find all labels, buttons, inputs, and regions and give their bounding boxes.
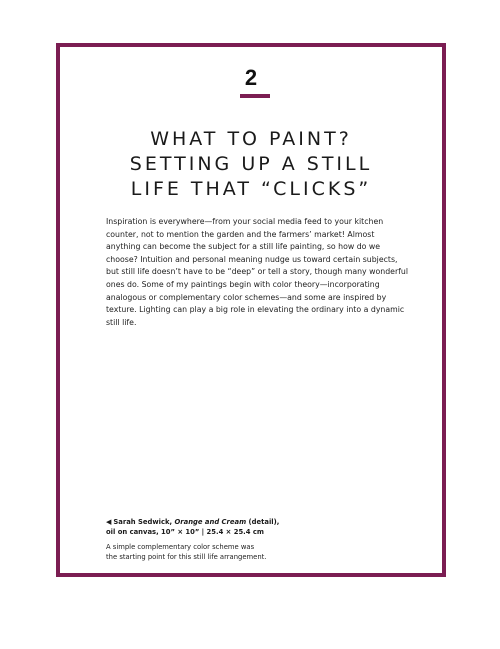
chapter-title	[70, 127, 432, 202]
chapter-title-line: SETTING UP A STILL	[129, 153, 373, 175]
caption-medium: oil on canvas, 10” × 10” | 25.4 × 25.4 cm	[106, 528, 264, 536]
chapter-title-line: WHAT TO PAINT?	[150, 128, 352, 150]
caption-detail: (detail),	[246, 518, 280, 526]
caption-description-line: A simple complementary color scheme was	[106, 543, 255, 551]
caption-work-title: Orange and Cream	[174, 518, 247, 526]
page-frame	[56, 43, 446, 577]
left-arrow-icon: ◀	[106, 518, 112, 526]
figure-caption	[106, 517, 356, 562]
caption-artist: Sarah Sedwick,	[113, 518, 175, 526]
caption-description-line: the starting point for this still life arrangement.	[106, 553, 267, 561]
caption-credit	[106, 517, 356, 537]
chapter-number: 2	[244, 65, 258, 90]
caption-description	[106, 542, 356, 562]
chapter-rule	[240, 94, 270, 98]
chapter-title-line: LIFE THAT “CLICKS”	[130, 178, 372, 200]
body-paragraph: Inspiration is everywhere—from your social media feed to your kitchen counter, not to mention the garden and the farmers’ market! Almost anything can become the subject for a still life painting, so how do we choose? Intuition and personal meaning nudge us toward certain subjects, but still life doesn’t have to be “deep” or tell a story, though many wonderful ones do. Some of my paintings begin with color theory—incorporating analogous or complementary color schemes—and some are inspired by texture. Lighting can play a big role in elevating the ordinary into a dynamic still life.	[106, 217, 409, 327]
